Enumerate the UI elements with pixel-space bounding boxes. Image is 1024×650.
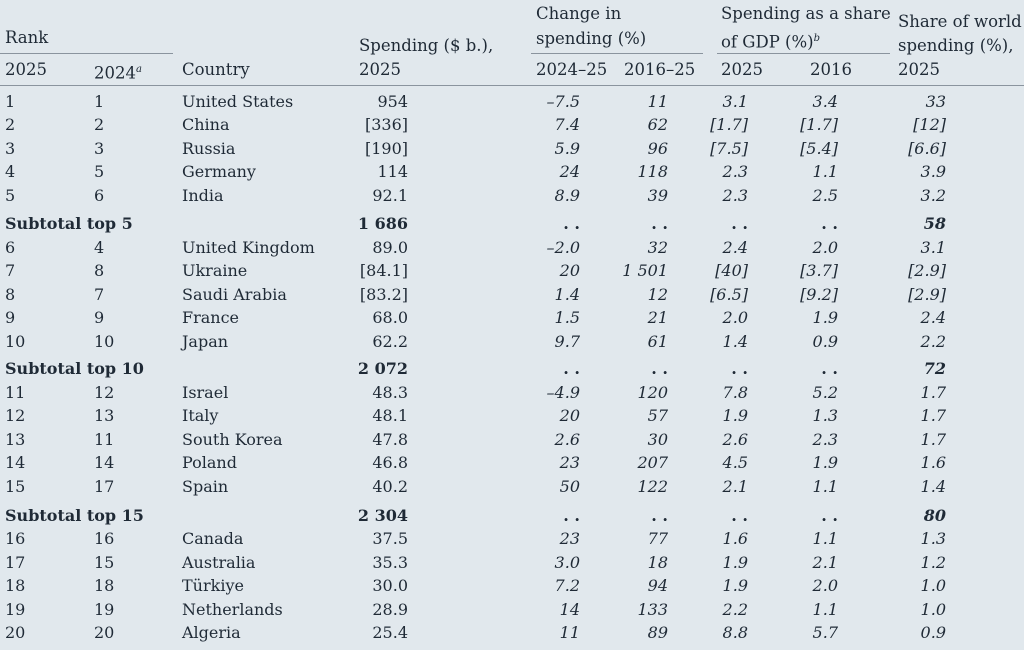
world-share-header-line3: 2025 [898,60,940,79]
gdp-2025-cell: 1.9 [722,553,748,572]
rank-2024-cell: 2 [94,115,105,134]
rank-2025-cell: 3 [5,139,16,158]
rank-2025-cell: 17 [5,553,26,572]
rank-2024-cell: 19 [94,600,115,619]
change-2024-25-cell: 1.5 [554,308,580,327]
gdp-2025-cell: . . [731,214,748,233]
rank-2025-cell: 4 [5,162,16,181]
gdp-2016-cell: 3.4 [812,92,838,111]
change-2016-25-cell: 12 [647,285,668,304]
country-cell: United Kingdom [182,238,315,257]
spending-cell: 40.2 [372,477,408,496]
gdp-2025-cell: . . [731,359,748,378]
spending-cell: 1 686 [357,214,408,233]
gdp-2025-cell: 8.8 [722,623,748,642]
spending-cell: 25.4 [372,623,408,642]
gdp-2025-cell: [7.5] [710,139,748,158]
country-cell: Australia [182,553,256,572]
change-2016-25-cell: 122 [637,477,668,496]
change-2024-25-cell: 7.4 [554,115,580,134]
gdp-2025-cell: 7.8 [722,383,748,402]
world-share-cell: 3.1 [920,238,946,257]
gdp-2025-cell: . . [731,506,748,525]
change-2024-25-cell: 23 [559,453,580,472]
change-2024-25-cell: 14 [559,600,580,619]
change-2016-25-header: 2016–25 [624,60,696,79]
change-header-line2: spending (%) [536,29,647,48]
rank-2025-cell: 15 [5,477,26,496]
rank-2024-cell: 10 [94,332,115,351]
gdp-2016-cell: 5.2 [812,383,838,402]
change-2016-25-cell: 77 [647,529,668,548]
change-header-line1: Change in [536,4,622,23]
world-share-cell: 1.3 [920,529,946,548]
world-share-cell: 1.0 [920,576,946,595]
spending-cell: [190] [364,139,408,158]
rank-2025-cell: 7 [5,261,16,280]
rank-2024-cell: 13 [94,406,115,425]
rank-2025-cell: 2 [5,115,16,134]
country-cell: India [182,186,224,205]
world-share-cell: 0.9 [920,623,946,642]
change-2024-25-cell: 7.2 [554,576,580,595]
change-2016-25-cell: 89 [647,623,668,642]
change-2016-25-cell: . . [651,359,668,378]
change-2016-25-cell: 32 [647,238,668,257]
gdp-2016-cell: 0.9 [812,332,838,351]
rank-2025-cell: 16 [5,529,26,548]
rank-2025-cell: 13 [5,430,26,449]
gdp-2025-cell: [1.7] [710,115,748,134]
gdp-2016-cell: . . [821,214,838,233]
rank-2024-cell: 6 [94,186,105,205]
gdp-2016-cell: [3.7] [800,261,838,280]
gdp-2025-cell: 2.1 [722,477,748,496]
change-2024-25-cell: 1.4 [554,285,580,304]
spending-cell: 2 072 [357,359,408,378]
gdp-2016-cell: 2.0 [812,238,838,257]
gdp-2025-cell: 1.9 [722,576,748,595]
world-share-cell: 1.7 [920,383,946,402]
change-2016-25-cell: 1 501 [622,261,668,280]
spending-cell: 2 304 [357,506,408,525]
gdp-2016-cell: 5.7 [812,623,838,642]
rank-2024-cell: 14 [94,453,115,472]
gdp-header-line2: of GDP (%)$^b$ [721,32,821,52]
world-share-cell: 1.7 [920,430,946,449]
spending-cell: 30.0 [372,576,408,595]
country-cell: Russia [182,139,236,158]
change-2016-25-cell: 133 [637,600,668,619]
change-2016-25-cell: 11 [647,92,668,111]
rank-2024-cell: 1 [94,92,105,111]
gdp-2016-cell: 1.1 [812,162,838,181]
spending-cell: 92.1 [372,186,408,205]
gdp-2025-cell: 3.1 [722,92,748,111]
change-2016-25-cell: . . [651,506,668,525]
change-2016-25-cell: 96 [647,139,668,158]
change-2024-25-header: 2024–25 [536,60,608,79]
country-cell: Canada [182,529,244,548]
gdp-2025-cell: [40] [715,261,748,280]
change-2024-25-cell: 9.7 [554,332,580,351]
country-cell: China [182,115,230,134]
country-cell: Germany [182,162,256,181]
change-2024-25-cell: –2.0 [546,238,580,257]
country-cell: Israel [182,383,229,402]
gdp-2025-cell: 1.6 [722,529,748,548]
world-share-cell: [2.9] [908,261,946,280]
world-share-cell: 3.9 [920,162,946,181]
change-2016-25-cell: 30 [647,430,668,449]
world-share-cell: 3.2 [920,186,946,205]
spending-cell: [83.2] [359,285,408,304]
world-share-cell: 80 [923,506,946,525]
subtotal-label: Subtotal top 15 [5,506,144,525]
change-2024-25-cell: 2.6 [554,430,580,449]
change-2024-25-cell: 11 [559,623,580,642]
change-2016-25-cell: 57 [647,406,668,425]
country-cell: Algeria [182,623,241,642]
rank-2025-cell: 10 [5,332,26,351]
rank-2024-cell: 15 [94,553,115,572]
rank-2025-header: 2025 [5,60,47,79]
spending-cell: 28.9 [372,600,408,619]
rank-2025-cell: 8 [5,285,16,304]
gdp-2025-cell: 1.9 [722,406,748,425]
spending-cell: 48.1 [372,406,408,425]
change-2016-25-cell: 39 [647,186,668,205]
change-2016-25-cell: 21 [647,308,668,327]
gdp-2016-cell: 1.1 [812,529,838,548]
gdp-2025-cell: 2.2 [722,600,748,619]
gdp-2025-cell: 2.4 [722,238,748,257]
gdp-2016-cell: 1.9 [812,453,838,472]
change-2024-25-cell: –7.5 [546,92,580,111]
country-cell: Spain [182,477,229,496]
world-share-cell: 72 [923,359,946,378]
rank-2024-cell: 12 [94,383,115,402]
gdp-2016-header: 2016 [810,60,852,79]
world-share-cell: [12] [913,115,946,134]
spending-cell: 37.5 [372,529,408,548]
world-share-cell: 33 [925,92,946,111]
world-share-cell: 2.4 [920,308,946,327]
rank-2024-cell: 16 [94,529,115,548]
world-share-cell: 2.2 [920,332,946,351]
spending-cell: [336] [364,115,408,134]
gdp-2016-cell: 2.5 [812,186,838,205]
change-2016-25-cell: 94 [647,576,668,595]
spending-cell: [84.1] [359,261,408,280]
rank-2025-cell: 6 [5,238,16,257]
change-2024-25-cell: . . [563,506,580,525]
rank-2024-cell: 7 [94,285,105,304]
rank-2025-cell: 1 [5,92,16,111]
world-share-cell: 58 [923,214,946,233]
gdp-2016-cell: . . [821,506,838,525]
gdp-2016-cell: 1.9 [812,308,838,327]
gdp-2016-cell: 1.1 [812,600,838,619]
world-share-cell: 1.0 [920,600,946,619]
gdp-2016-cell: 2.3 [812,430,838,449]
spending-cell: 62.2 [372,332,408,351]
country-cell: France [182,308,240,327]
gdp-header-line1: Spending as a share [721,4,891,23]
spending-cell: 954 [377,92,408,111]
change-2024-25-cell: . . [563,359,580,378]
change-2024-25-cell: 5.9 [554,139,580,158]
rank-2025-cell: 20 [5,623,26,642]
gdp-2025-cell: [6.5] [710,285,748,304]
subtotal-label: Subtotal top 10 [5,359,144,378]
rank-2024-cell: 5 [94,162,105,181]
change-2024-25-cell: –4.9 [546,383,580,402]
country-cell: Italy [182,406,219,425]
change-2024-25-cell: 8.9 [554,186,580,205]
gdp-2025-header: 2025 [721,60,763,79]
country-cell: South Korea [182,430,283,449]
rank-2024-cell: 18 [94,576,115,595]
rank-2024-cell: 8 [94,261,105,280]
rank-2024-header: 2024$^a$ [94,63,142,83]
gdp-2025-cell: 2.0 [722,308,748,327]
change-2016-25-cell: 61 [647,332,668,351]
change-2016-25-cell: 62 [647,115,668,134]
change-2016-25-cell: . . [651,214,668,233]
gdp-2025-cell: 2.3 [722,186,748,205]
country-cell: Ukraine [182,261,248,280]
gdp-2025-cell: 2.3 [722,162,748,181]
gdp-2025-cell: 2.6 [722,430,748,449]
change-2024-25-cell: 20 [559,406,580,425]
change-2024-25-cell: . . [563,214,580,233]
spending-header-line1: Spending ($ b.), [359,36,494,55]
spending-cell: 47.8 [372,430,408,449]
subtotal-label: Subtotal top 5 [5,214,133,233]
spending-cell: 35.3 [372,553,408,572]
spending-cell: 114 [377,162,408,181]
gdp-2016-cell: 2.1 [812,553,838,572]
world-share-cell: 1.4 [920,477,946,496]
world-share-header-line2: spending (%), [898,36,1014,55]
gdp-2016-cell: 1.1 [812,477,838,496]
footnote-a-marker: a [136,64,142,75]
spending-cell: 46.8 [372,453,408,472]
country-cell: United States [182,92,294,111]
change-2024-25-cell: 3.0 [554,553,580,572]
world-share-cell: [6.6] [908,139,946,158]
rank-2024-cell: 4 [94,238,105,257]
gdp-2016-cell: 1.3 [812,406,838,425]
world-share-header-line1: Share of world [898,12,1022,31]
country-cell: Netherlands [182,600,283,619]
country-cell: Poland [182,453,237,472]
country-cell: Saudi Arabia [182,285,287,304]
footnote-b-marker: b [813,33,821,44]
change-2024-25-cell: 50 [559,477,580,496]
spending-header-line2: 2025 [359,60,401,79]
change-2016-25-cell: 118 [637,162,668,181]
rank-2024-cell: 9 [94,308,105,327]
rank-2025-cell: 12 [5,406,26,425]
world-share-cell: 1.7 [920,406,946,425]
gdp-2016-cell: [9.2] [800,285,838,304]
country-header: Country [182,60,250,79]
country-cell: Japan [182,332,229,351]
change-2016-25-cell: 207 [637,453,668,472]
rank-2025-cell: 11 [5,383,26,402]
rank-2025-cell: 5 [5,186,16,205]
spending-cell: 48.3 [372,383,408,402]
rank-2024-cell: 20 [94,623,115,642]
change-2016-25-cell: 120 [637,383,668,402]
world-share-cell: 1.2 [920,553,946,572]
rank-2024-cell: 11 [94,430,115,449]
rank-2025-cell: 14 [5,453,26,472]
gdp-2025-cell: 1.4 [722,332,748,351]
gdp-2016-cell: 2.0 [812,576,838,595]
change-2024-25-cell: 20 [559,261,580,280]
gdp-2016-cell: . . [821,359,838,378]
rank-2024-cell: 17 [94,477,115,496]
gdp-2016-cell: [5.4] [800,139,838,158]
world-share-cell: [2.9] [908,285,946,304]
change-2016-25-cell: 18 [647,553,668,572]
gdp-2016-cell: [1.7] [800,115,838,134]
gdp-2025-cell: 4.5 [722,453,748,472]
world-share-cell: 1.6 [920,453,946,472]
country-cell: Türkiye [182,576,244,595]
change-2024-25-cell: 23 [559,529,580,548]
rank-2025-cell: 19 [5,600,26,619]
rank-2025-cell: 9 [5,308,16,327]
rank-2024-cell: 3 [94,139,105,158]
spending-cell: 89.0 [372,238,408,257]
spending-cell: 68.0 [372,308,408,327]
rank-header: Rank [5,28,49,47]
change-2024-25-cell: 24 [559,162,580,181]
rank-2025-cell: 18 [5,576,26,595]
